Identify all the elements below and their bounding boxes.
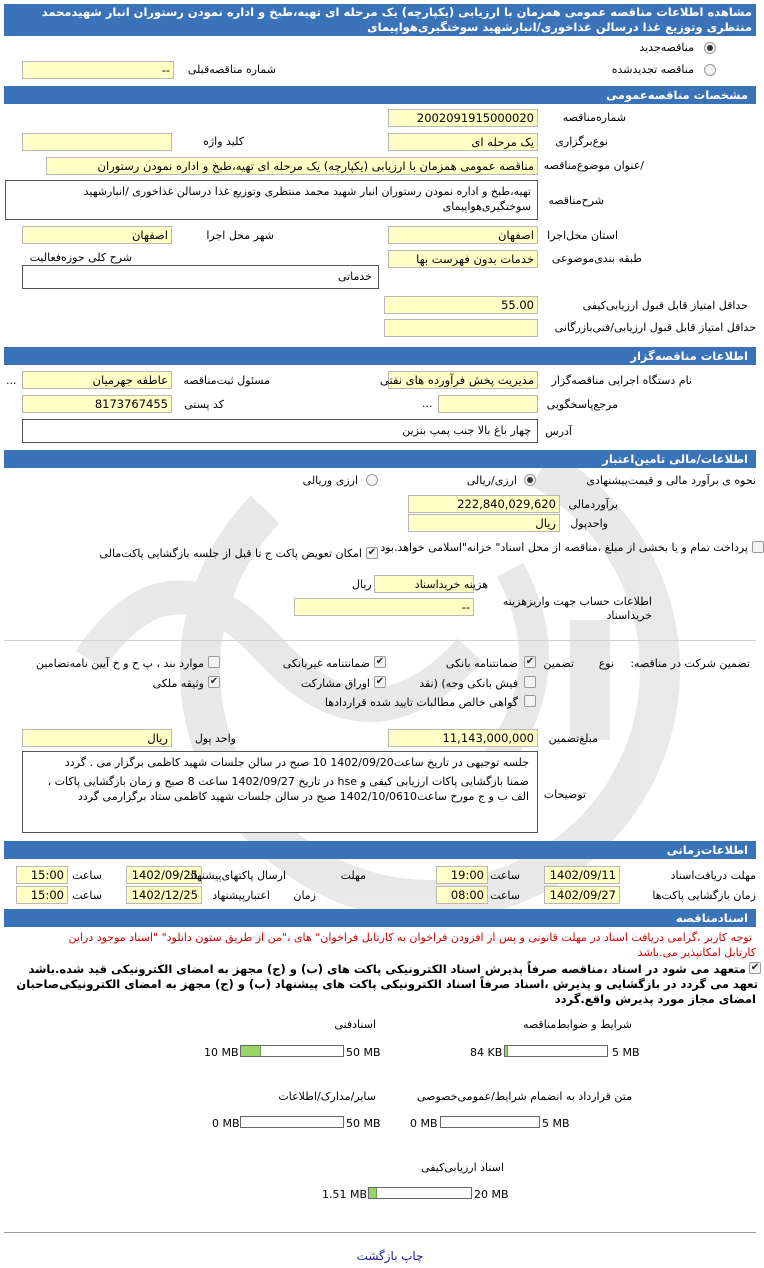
file-terms-max: 5 MB [612,1046,640,1059]
validity-label: اعتبارپیشنهاد [212,889,270,902]
treasury-label: پرداخت تمام و یا بخشی از مبلغ ،مناقصه از محل اسناد" خزانه"اسلامی خواهد.بود [380,541,748,554]
bank-slip-label: فیش بانکی وجه) (نقد [419,677,518,690]
renewed-tender-radio[interactable] [704,64,716,76]
certificate-label: گواهی خالص مطالبات تایید شده قراردادها [324,696,518,709]
category-label: طبقه بندی‌موضوعی [551,252,642,265]
nonbank-guarantee-label: ضمانتنامه غیربانکی [282,657,370,670]
postal-code-field: 8173767455 [22,395,172,413]
file-other-max: 50 MB [346,1117,381,1130]
opening-label: زمان بازگشایی پاکت‌ها [652,889,756,902]
file-terms-used: 84 KB [470,1046,503,1059]
keyword-field [22,133,172,151]
commit-checkbox[interactable]: ✔ [750,962,760,973]
currency-both-label: ارزی وریالی [302,474,358,487]
participation-label: تضمین شرکت در مناقصه: [630,657,750,670]
file-other-title: سایر/مدارک/اطلاعات [278,1090,376,1103]
city-label: شهر محل اجرا [206,229,274,242]
reference-more-link[interactable]: ... [422,397,433,410]
new-tender-radio[interactable] [704,42,716,54]
notes-label: توضیحات [543,788,586,801]
new-tender-label: مناقصه‌جدید [639,41,694,54]
category-field: خدمات بدون فهرست بها [388,250,538,268]
commit-line3: امضای مجاز مورد پذیرش واقع.گردد [554,992,756,1006]
back-link[interactable]: بازگشت [356,1249,398,1263]
file-contract-used: 0 MB [410,1117,438,1130]
province-field: اصفهان [388,226,538,244]
progress-fill [505,1046,508,1056]
commit-line1: متعهد می شود در اسناد ،مناقصه صرفاً پذیرش اسناد الکترونیکی پاکت های (ب) و (ج) مجهز به امضای الکترونیکی قید شده.باشد [28,962,746,976]
holding-type-field: یک مرحله ای [388,133,538,151]
estimate-label: برآوردمالی [568,498,618,511]
send-packets-label: ارسال پاکتهای‌پیشنهاد [188,869,286,882]
description-box: تهیه،طبخ و اداره نمودن رستوران انبار شهید محمد منتظری وتوزیع غذا درسالن غذاخوری /انبارشهید سوختگیری‌هواپیمای [5,180,538,220]
reference-label: مرجع‌پاسخگویی [546,398,618,411]
notes-line1: جلسه توجیهی در تاریخ ساعت1402/09/20 10 صبح در سالن جلسات شهید کاظمی برگزار می . گردد [64,756,529,769]
subject-field: مناقصه عمومی همزمان با ارزیابی (یکپارچه) یک مرحله ای تهیه،طبخ و اداره نمودن رستوران [46,157,538,175]
page-title [4,4,756,36]
activity-scope-box: خدماتی [22,265,379,289]
registrar-field: عاطفه جهرمیان [22,371,172,389]
tender-number-field: 2002091915000020 [388,109,538,127]
page-title-line1: مشاهده اطلاعات مناقصه عمومی همزمان با ارزیابی (یکپارچه) یک مرحله ای تهیه،طبخ و اداره نمودن رستوران انبار شهیدمحمد [41,5,752,19]
warning-line1: توجه کاربر ،گرامی دریافت اسناد در مهلت قانونی و پس از افزودن فراخوان به کارتابل فراخوان" های ،"من از طریق ستون دانلود" "اسناد موجود دراین [68,931,752,944]
bank-guarantee-label: ضمانتنامه بانکی [445,657,518,670]
doc-receive-date-field: 1402/09/11 [544,866,620,884]
file-technical-title: اسنادفنی [334,1018,376,1031]
guarantee-unit-label: واحد پول [194,732,236,745]
account-label: اطلاعات حساب جهت واریزهزینه خریداسناد [502,595,652,622]
file-terms-progress [504,1045,608,1057]
regulation-items-checkbox[interactable] [208,656,220,668]
unit-field: ریال [408,514,560,532]
min-tech-score-field [384,319,538,337]
file-quality-used: 1.51 MB [322,1188,368,1201]
certificate-checkbox[interactable] [524,695,536,707]
property-deposit-label: وثیقه ملکی [152,677,204,690]
holding-type-label: نوع‌برگزاری [555,135,608,148]
footer-links [350,1249,430,1263]
registrar-more-link[interactable]: ... [6,374,17,387]
guarantee-unit-field: ریال [22,729,172,747]
doc-receive-hour-label: ساعت [490,869,520,882]
opening-date-field: 1402/09/27 [544,886,620,904]
file-other-used: 0 MB [212,1117,240,1130]
send-packets-time-field: 15:00 [16,866,68,884]
description-label: شرح‌مناقصه [548,194,604,207]
section-documents: اسنادمناقصه [4,909,756,927]
file-contract-title: متن قرارداد به انضمام شرایط/عمومی‌خصوصی [416,1090,632,1103]
notes-line2: ضمنا بازگشایی پاکات ارزیابی کیفی و hse در تاریخ 1402/09/27 ساعت 8 صبح و زمان بازگشایی پاکات ، الف ب و ج مورخ ساعت1402/10/0610 صبح در سالن جلسات شهید کاظمی ستاد برگزارمی گردد [47,775,529,803]
commit-line2: تعهد می گردد در بازگشایی و پذیرش ،اسناد صرفاً اسناد الکترونیکی پاکت های پیشنهاد (ب) و (ج) مجهز به امضای الکترونیکی‌صاحبان [16,977,758,991]
address-box: چهار باغ بالا جنب پمپ بنزین [22,419,538,443]
file-technical-max: 50 MB [346,1046,381,1059]
subject-label: /عنوان موضوع‌مناقصه [543,159,644,172]
treasury-checkbox[interactable] [752,541,764,553]
section-general: مشخصات مناقصه‌عمومی [4,86,756,104]
page-title-line2: منتظری وتوزیع غذا درسالن غذاخوری/انبارشهید سوختگیری‌هواپیمای [367,20,752,34]
opening-hour-label: ساعت [490,889,520,902]
notes-box [22,751,538,833]
keyword-label: کلید واژه [203,135,244,148]
section-organizer: اطلاعات مناقصه‌گزار [4,347,756,365]
min-quality-score-label: حداقل امتیاز قابل قبول ارزیابی‌کیفی [582,299,748,312]
file-quality-max: 20 MB [474,1188,509,1201]
executor-field: مدیریت پخش فرآورده های نفتی [388,371,538,389]
min-tech-score-label: حداقل امتیاز قابل قبول ارزیابی/فنی‌بازرگانی [554,321,756,334]
property-deposit-checkbox[interactable]: ✔ [209,676,219,687]
currency-rial-label: ارزی/ریالی [466,474,517,487]
currency-both-radio[interactable] [366,474,378,486]
divider [4,640,756,641]
deadline-label: مهلت [340,869,366,882]
guarantee-amount-field: 11,143,000,000 [388,729,538,747]
progress-fill [241,1046,261,1056]
guarantee-label: تضمین [543,657,574,670]
reference-field [438,395,538,413]
currency-rial-radio[interactable] [524,474,536,486]
bank-slip-checkbox[interactable] [524,676,536,688]
envelope-swap-checkbox[interactable]: ✔ [367,547,377,558]
doc-receive-deadline-label: مهلت دریافت‌اسناد [670,869,756,882]
postal-code-label: کد پستی [184,398,224,411]
validity-hour-label: ساعت [72,889,102,902]
file-quality-title: اسناد ارزیابی‌کیفی [421,1161,504,1174]
min-quality-score-field: 55.00 [384,296,538,314]
footer-divider [4,1232,756,1233]
tender-number-label: شماره‌مناقصه [562,111,626,124]
file-technical-used: 10 MB [204,1046,239,1059]
send-packets-date-field: 1402/09/25 [126,866,202,884]
renewed-tender-label: مناقصه تجدیدشده [611,63,694,76]
prev-tender-number-field: -- [22,61,174,79]
doc-receive-time-field: 19:00 [436,866,488,884]
bank-guarantee-checkbox[interactable]: ✔ [525,656,535,667]
bonds-label: اوراق مشارکت [300,677,370,690]
opening-time-field: 08:00 [436,886,488,904]
time-label: زمان [293,889,316,902]
account-field: -- [294,598,474,616]
validity-date-field: 1402/12/25 [126,886,202,904]
envelope-swap-label: امکان تعویض پاکت ج تا قبل از جلسه بازگشایی پاکت‌مالی [99,547,362,560]
nonbank-guarantee-checkbox[interactable]: ✔ [375,656,385,667]
warning-line2: کارتابل امکانپذیر می.باشد [637,946,756,959]
doc-cost-label: هزینه خریداسناد [414,578,488,591]
address-label: آدرس [545,425,572,438]
activity-scope-label: شرح کلی حوزه‌فعالیت [29,251,132,264]
section-finance: اطلاعات/مالی تامین‌اعتبار [4,450,756,468]
prev-tender-number-label: شماره مناقصه‌قبلی [187,63,276,76]
validity-time-field: 15:00 [16,886,68,904]
section-timing: اطلاعات‌زمانی [4,841,756,859]
print-link[interactable]: چاپ [401,1249,424,1263]
file-contract-progress [440,1116,540,1128]
file-other-progress [240,1116,344,1128]
registrar-label: مسئول ثبت‌مناقصه [183,374,270,387]
file-terms-title: شرایط و ضوابط‌مناقصه [523,1018,632,1031]
bonds-checkbox[interactable]: ✔ [375,676,385,687]
executor-label: نام دستگاه اجرایی مناقصه‌گزار [551,374,692,387]
doc-cost-unit: ریال [352,578,372,591]
file-contract-max: 5 MB [542,1117,570,1130]
guarantee-type-label: نوع [598,657,614,670]
send-packets-hour-label: ساعت [72,869,102,882]
file-technical-progress [240,1045,344,1057]
estimate-field: 222,840,029,620 [408,495,560,513]
progress-fill [369,1188,377,1198]
regulation-items-label: موارد بند ، پ ح و خ آیین نامه‌تضامین [36,657,204,670]
guarantee-amount-label: مبلغ‌تضمین [548,732,598,745]
city-field: اصفهان [22,226,172,244]
file-quality-progress [368,1187,472,1199]
unit-label: واحدپول [570,517,608,530]
province-label: استان محل‌اجرا [547,229,618,242]
estimate-method-label: نحوه ی برآورد مالی و قیمت‌پیشنهادی [586,474,756,487]
